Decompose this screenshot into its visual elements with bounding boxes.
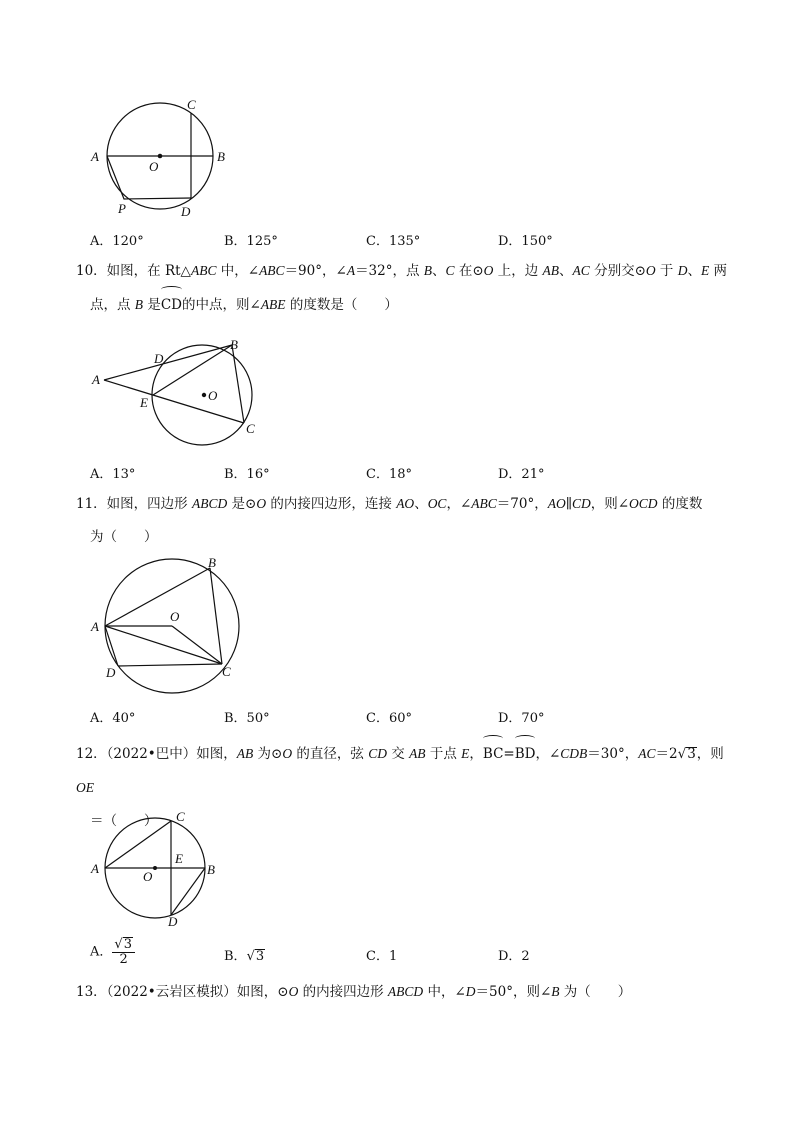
label-d: D — [106, 665, 116, 680]
line-ac — [105, 821, 171, 868]
option-b[interactable]: B．16° — [224, 467, 270, 482]
label-b: B — [207, 862, 215, 877]
option-b[interactable]: B．125° — [224, 234, 278, 249]
question-10-line1: 10．如图，在 Rt△ABC 中，∠ABC＝90°，∠A＝32°，点 B、C 在⊙O 上，边 AB、AC 分别交⊙O 于 D、E 两 — [76, 263, 728, 279]
center-point — [158, 154, 163, 159]
label-c: C — [176, 809, 185, 824]
center-point — [153, 866, 157, 870]
label-d: D — [154, 351, 164, 366]
option-a[interactable]: A．13° — [90, 467, 136, 482]
option-d[interactable]: D．150° — [498, 234, 553, 249]
line-eb — [153, 345, 232, 395]
label-d: D — [181, 204, 191, 219]
line-ac — [104, 380, 244, 423]
question-10 — [76, 254, 736, 322]
line-db — [171, 868, 205, 915]
label-o: O — [208, 388, 218, 403]
label-d: D — [168, 914, 178, 929]
question-10-line2: 点，点 B 是CD的中点，则∠ABE 的度数是（ ） — [76, 288, 736, 322]
fraction-sqrt3-over-2: $\frac{√3}{2}$ — [112, 937, 135, 967]
label-a: A — [91, 861, 99, 876]
figure-q11-svg — [88, 553, 258, 688]
label-o: O — [143, 869, 153, 884]
question-12-line2: ＝（ ） — [90, 813, 158, 829]
label-b: B — [208, 555, 216, 570]
line-cd — [118, 664, 222, 666]
label-e: E — [175, 851, 183, 866]
option-b[interactable]: B．50° — [224, 711, 270, 726]
option-c[interactable]: C．1 — [366, 949, 398, 964]
question-11 — [76, 487, 736, 554]
label-c: C — [187, 97, 196, 112]
option-d[interactable]: D．21° — [498, 467, 545, 482]
question-11-line1: 11．如图，四边形 ABCD 是⊙O 的内接四边形，连接 AO、OC，∠ABC＝70°，AO∥CD，则∠OCD 的度数 — [76, 496, 703, 512]
arc-bd: BD — [515, 738, 536, 771]
figure-q9 — [85, 95, 245, 225]
question-11-line2: 为（ ） — [90, 529, 158, 545]
label-o: O — [149, 159, 159, 174]
figure-q12-svg — [88, 806, 228, 931]
option-a[interactable]: A． $\frac{√3}{2}$ — [90, 937, 135, 967]
option-a[interactable]: A．40° — [90, 711, 136, 726]
option-c[interactable]: C．18° — [366, 467, 412, 482]
question-13 — [76, 975, 736, 1009]
arc-bc: BC — [483, 738, 504, 771]
label-b: B — [230, 337, 238, 352]
line-bc — [232, 345, 244, 423]
option-d[interactable]: D．70° — [498, 711, 545, 726]
option-b[interactable]: B．√3 — [224, 949, 265, 964]
option-c[interactable]: C．60° — [366, 711, 412, 726]
sqrt-3: 3 — [687, 746, 696, 762]
figure-q11 — [88, 553, 258, 688]
label-p: P — [118, 201, 126, 216]
figure-q9-svg — [85, 95, 245, 225]
question-12-line1: 12．（2022•巴中）如图，AB 为⊙O 的直径，弦 CD 交 AB 于点 E，BC=BD，∠CDB＝30°，AC＝2√3，则 OE — [76, 737, 736, 805]
center-point — [202, 393, 206, 397]
label-a: A — [92, 372, 100, 387]
option-d[interactable]: D．2 — [498, 949, 530, 964]
label-b: B — [217, 149, 225, 164]
line-oc — [172, 626, 222, 664]
label-e: E — [140, 395, 148, 410]
figure-q12 — [88, 806, 228, 931]
line-ac — [105, 626, 222, 664]
arc-cd: CD — [161, 289, 182, 322]
option-c[interactable]: C．135° — [366, 234, 421, 249]
question-13-line1: 13．（2022•云岩区模拟）如图，⊙O 的内接四边形 ABCD 中，∠D＝50°，则∠B 为（ ） — [76, 984, 632, 1000]
label-a: A — [91, 619, 99, 634]
label-o: O — [170, 609, 180, 624]
figure-q10-svg — [88, 333, 268, 448]
label-c: C — [222, 664, 231, 679]
line-bc — [210, 568, 222, 664]
label-c: C — [246, 421, 255, 436]
line-ab — [105, 568, 210, 626]
line-da — [105, 626, 118, 666]
label-a: A — [91, 149, 99, 164]
figure-q10 — [88, 333, 268, 448]
line-ab — [104, 345, 232, 380]
option-a[interactable]: A．120° — [90, 234, 144, 249]
